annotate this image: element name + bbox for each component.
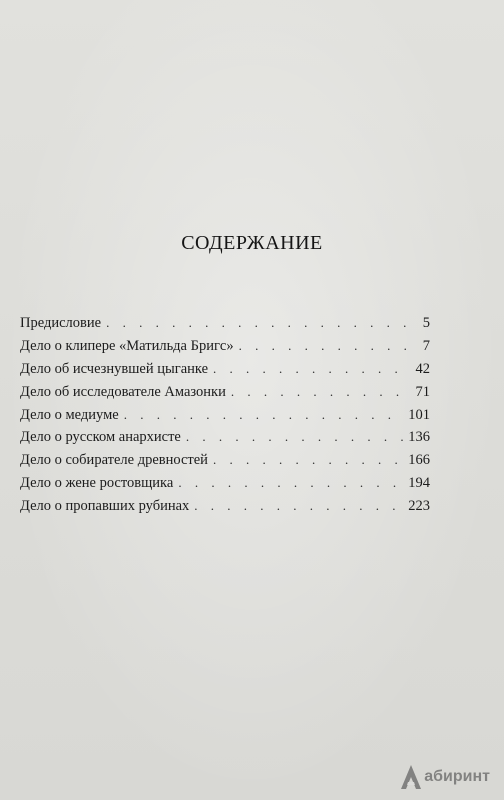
- toc-entry-page: 166: [408, 452, 430, 469]
- toc-entry-label: Дело об исследователе Амазонки: [20, 383, 226, 400]
- toc-title: СОДЕРЖАНИЕ: [181, 232, 323, 254]
- toc-entry-page: 71: [415, 383, 430, 400]
- watermark-text: абиринт: [424, 768, 490, 785]
- toc-entry-label: Дело об исчезнувшей цыганке: [20, 360, 209, 377]
- toc-leader-dots: [213, 452, 403, 468]
- toc-entry-label: Дело о пропавших рубинах: [20, 498, 190, 515]
- toc-leader-dots: [239, 338, 415, 354]
- toc-leader-dots: [186, 429, 403, 445]
- labirint-logo-icon: [400, 764, 422, 790]
- toc-entry: [20, 384, 430, 407]
- toc-entry-label: Дело о собирателе древностей: [20, 452, 208, 469]
- toc-leader-dots: [194, 498, 403, 514]
- watermark: [400, 764, 490, 790]
- toc-entry-label: Дело о клипере «Матильда Бригс»: [20, 337, 234, 354]
- toc-entry: [20, 315, 430, 338]
- toc-entry: [20, 407, 430, 430]
- toc-leader-dots: [178, 475, 403, 491]
- toc-entry-page: 7: [422, 337, 430, 354]
- toc-entry-label: Предисловие: [20, 315, 102, 331]
- toc-entry-page: 42: [415, 360, 430, 377]
- toc-entry-page: 194: [408, 475, 430, 492]
- toc-entry-label: Дело о русском анархисте: [20, 429, 181, 446]
- toc-entry: [20, 429, 430, 452]
- toc-entry-page: 223: [408, 498, 430, 515]
- toc-entry-label: Дело о медиуме: [20, 406, 119, 423]
- toc-entry-label: Дело о жене ростовщика: [20, 475, 174, 492]
- toc-entry: [20, 498, 430, 521]
- toc-entry-page: 136: [408, 429, 430, 446]
- toc-entry-page: 5: [422, 315, 430, 331]
- toc-entry: [20, 452, 430, 475]
- toc-list: [20, 315, 430, 521]
- toc-entry-page: 101: [408, 406, 430, 423]
- toc-entry: [20, 475, 430, 498]
- toc-leader-dots: [106, 315, 415, 331]
- toc-leader-dots: [231, 384, 411, 400]
- toc-leader-dots: [124, 407, 404, 423]
- toc-leader-dots: [213, 361, 410, 377]
- toc-entry: [20, 338, 430, 361]
- toc-entry: [20, 361, 430, 384]
